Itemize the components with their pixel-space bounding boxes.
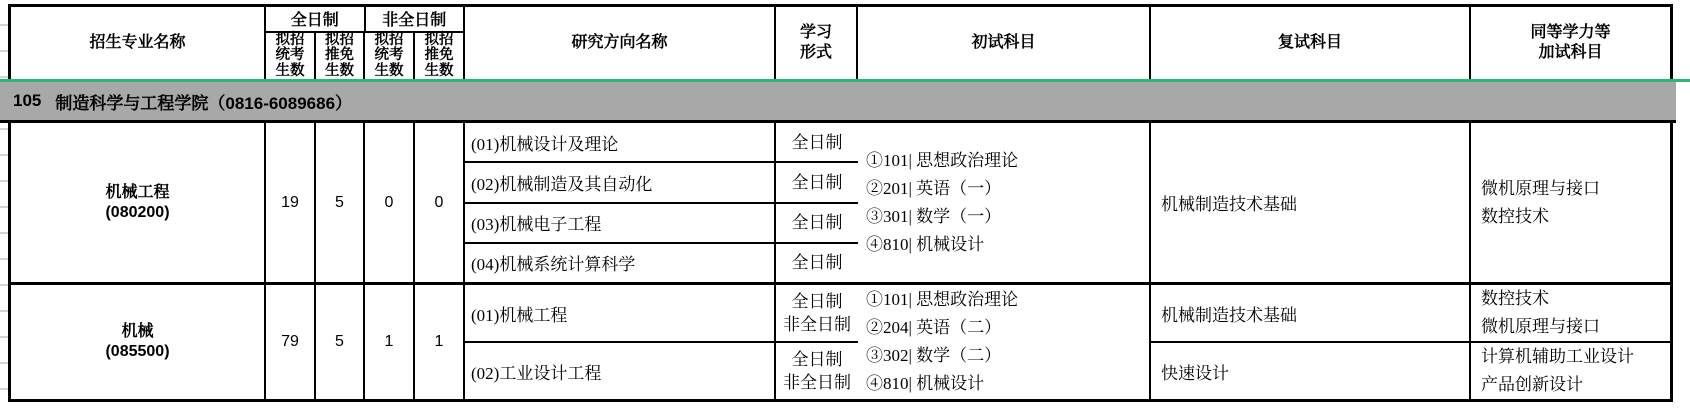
direction-name-cell[interactable]: (01)机械工程 [465,285,776,341]
header-additional-subjects[interactable]: 同等学力等 加试科目 [1530,24,1611,61]
header-enrollment-types [266,7,463,33]
retest-subjects-cell[interactable]: 快速设计 [1151,343,1471,399]
major-name: 机械工程 [105,183,170,201]
header-retest-subjects[interactable]: 复试科目 [1151,7,1471,79]
header-ft-exam-count[interactable]: 拟招 统考 生数 [266,33,316,80]
direction-name-cell[interactable]: (04)机械系统计算科学 [465,244,776,282]
table-header-row [11,7,1670,79]
header-pt-exempt-count[interactable]: 拟招 推免 生数 [424,31,454,79]
additional-subjects-cell[interactable]: 计算机辅助工业设计 产品创新设计 [1481,347,1634,394]
study-form-cell[interactable]: 全日制 [791,213,843,233]
pt-exempt-count-cell[interactable]: 0 [415,123,465,282]
retest-subjects-cell[interactable]: 机械制造技术基础 [1151,285,1471,341]
direction-row [465,204,858,244]
additional-subjects-cell[interactable]: 数控技术 微机原理与接口 [1481,289,1600,336]
header-parttime-label: 非全日制 [382,12,447,30]
header-fulltime[interactable] [266,7,366,31]
retest-row [1151,285,1670,343]
direction-row [465,343,858,399]
header-major-name[interactable] [11,7,266,79]
direction-name-cell[interactable]: (01)机械设计及理论 [465,123,776,161]
major-name-cell[interactable] [11,123,266,282]
header-research-direction[interactable]: 研究方向名称 [465,7,776,79]
directions-column [465,123,858,282]
pt-exempt-count-cell[interactable]: 1 [415,285,465,399]
header-enrollment-group [266,7,465,79]
department-code: 105 [13,91,42,110]
direction-row [465,244,858,282]
major-block-085500 [11,285,1670,399]
directions-column [465,285,858,399]
direction-row [465,285,858,343]
direction-name-cell[interactable]: (02)机械制造及其自动化 [465,163,776,201]
major-block-080200 [11,123,1670,285]
header-study-form[interactable]: 学习 形式 [776,7,858,79]
pt-exam-count-cell[interactable]: 1 [365,285,415,399]
direction-name-cell[interactable]: (02)工业设计工程 [465,343,776,399]
frozen-pane-indicator [0,79,1690,82]
header-major-label: 招生专业名称 [89,34,186,51]
retest-row [1151,343,1670,399]
retest-subjects-cell[interactable]: 机械制造技术基础 [1151,123,1471,282]
study-form-cell[interactable]: 全日制 非全日制 [783,350,851,392]
admissions-table [8,4,1673,402]
ft-exam-count-cell[interactable]: 79 [266,285,316,399]
pt-exam-count-cell[interactable]: 0 [365,123,415,282]
study-form-cell[interactable]: 全日制 非全日制 [783,292,851,334]
sheet-left-margin [0,0,8,408]
ft-exam-count-cell[interactable]: 19 [266,123,316,282]
direction-name-cell[interactable]: (03)机械电子工程 [465,204,776,242]
header-fulltime-label: 全日制 [290,12,339,30]
study-form-cell[interactable]: 全日制 [791,253,843,273]
department-band[interactable] [0,82,1676,123]
department-name: 制造科学与工程学院（0816-6089686） [55,93,353,113]
ft-exempt-count-cell[interactable]: 5 [316,285,365,399]
study-form-cell[interactable]: 全日制 [791,132,843,152]
major-code: (080200) [105,203,170,221]
additional-subjects-cell[interactable]: 微机原理与接口 数控技术 [1481,178,1600,226]
header-count-columns [266,33,463,80]
direction-row [465,163,858,203]
major-code: (085500) [105,343,170,360]
header-parttime[interactable] [366,7,464,31]
retest-additional-column [1151,285,1670,399]
header-ft-exempt-count[interactable]: 拟招 推免 生数 [316,33,365,80]
initial-subjects-cell[interactable]: ①101| 思想政治理论 ②204| 英语（二） ③302| 数学（二） ④810| 机械设计 [858,285,1151,399]
major-name-cell[interactable] [11,285,266,399]
study-form-cell[interactable]: 全日制 [791,172,843,192]
header-pt-exam-count[interactable]: 拟招 统考 生数 [365,33,415,80]
direction-row [465,123,858,163]
ft-exempt-count-cell[interactable]: 5 [316,123,365,282]
header-initial-subjects[interactable]: 初试科目 [858,7,1151,79]
major-name: 机械 [121,323,154,340]
initial-subjects-cell[interactable]: ①101| 思想政治理论 ②201| 英语（一） ③301| 数学（一） ④810| 机械设计 [858,123,1151,282]
